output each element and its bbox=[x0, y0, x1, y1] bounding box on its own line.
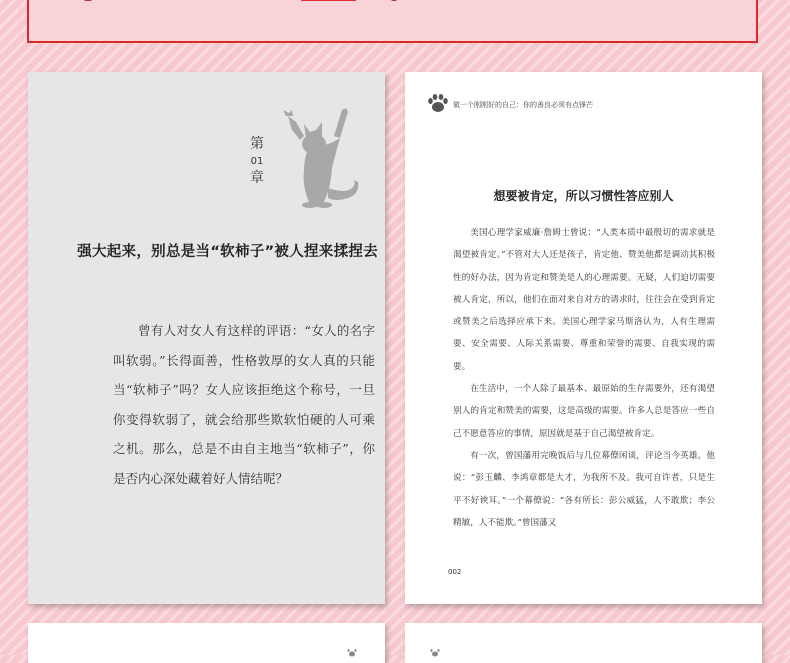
body-paragraph: 有一次，曾国藩用完晚饭后与几位幕僚闲谈，评论当今英雄。他说：“彭玉麟、李鸿章都是大才，为我所不及。我可自许者，只是生平不好谀耳。”一个幕僚说：“各有所长：彭公威猛，人不敢欺；李公精敏，人不能欺。”曾国藩又 bbox=[453, 450, 715, 528]
book-page-chapter-opener bbox=[28, 72, 385, 604]
chapter-intro-text: 曾有人对女人有这样的评语：“女人的名字叫软弱。”长得面善，性格敦厚的女人真的只能当“软柿子”吗？女人应该拒绝这个称号，一旦你变得软弱了，就会给那些欺软怕硬的人可乘之机。那么，总是不由自主地当“软柿子”，你是否内心深处藏着好人情结呢？ bbox=[113, 323, 375, 486]
body-paragraph: 美国心理学家威廉·詹姆士曾说：“人类本质中最殷切的需求就是渴望被肯定。”不管对大人还是孩子，肯定他、赞美他都是调动其积极性的好办法，因为肯定和赞美是人的心理需要。无疑，人们迫切需要被人肯定，所以，他们在面对来自对方的请求时，往往会在受到肯定或赞美之后选择应承下来。美国心理学家马斯洛认为，人有生理需要、安全需要、人际关系需要、尊重和荣誉的需要、自我实现的需要。 bbox=[453, 228, 715, 372]
chapter-number-label: 第 01 章 bbox=[250, 136, 264, 186]
cat-silhouette-icon bbox=[280, 108, 362, 212]
banner-red-fragment bbox=[301, 0, 356, 1]
book-page-content bbox=[405, 72, 762, 604]
body-text bbox=[453, 222, 715, 534]
paw-print-icon bbox=[429, 647, 441, 657]
paw-print-icon bbox=[427, 93, 449, 113]
book-page-next-right bbox=[405, 623, 762, 663]
body-paragraph: 在生活中，一个人除了最基本、最原始的生存需要外，还有渴望别人的肯定和赞美的需要，这是高级的需要。许多人总是答应一些自己不愿意答应的事情，原因就是基于自己渴望被肯定。 bbox=[453, 384, 715, 439]
book-page-next-left bbox=[28, 623, 385, 663]
banner-fragment bbox=[84, 0, 92, 1]
top-banner bbox=[27, 0, 758, 43]
chapter-title: 强大起来，别总是当“软柿子”被人捏来揉捏去 bbox=[77, 244, 378, 260]
running-header: 做一个刚刚好的自己：你的善良必须有点锋芒 bbox=[453, 101, 593, 109]
paw-print-icon bbox=[346, 647, 358, 657]
section-title: 想要被肯定，所以习惯性答应别人 bbox=[493, 189, 674, 203]
page-number: 002 bbox=[448, 568, 462, 576]
banner-fragment bbox=[391, 0, 397, 1]
